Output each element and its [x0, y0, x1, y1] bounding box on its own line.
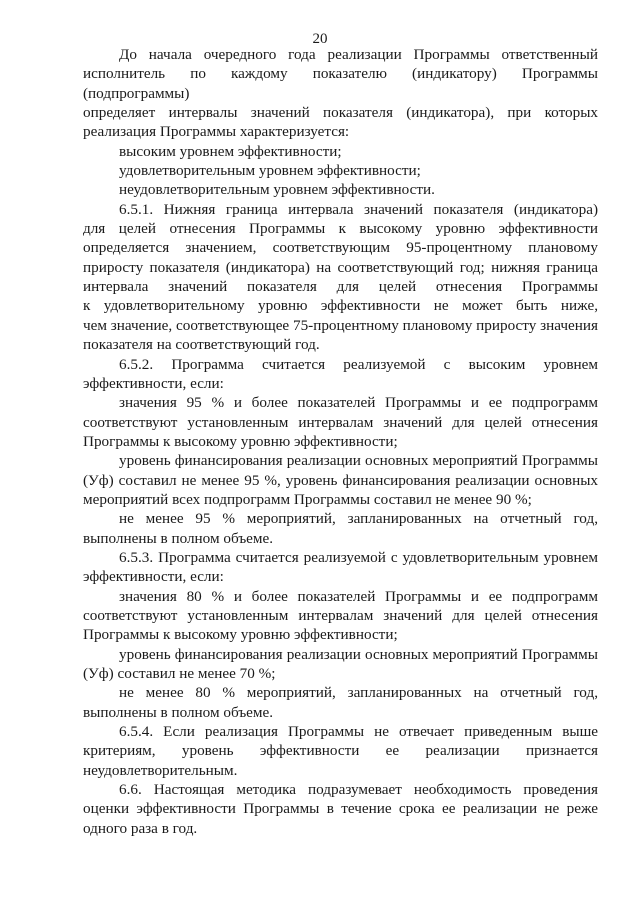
paragraph-clause-6-5-3-c-line-1: не менее 80 % мероприятий, запланированных на отчетный год, [119, 684, 598, 702]
paragraph-clause-6-5-1-line-5: интервала значений показателя для целей отнесения Программы [83, 278, 598, 296]
paragraph-clause-6-5-1-line-4: приросту показателя (индикатора) на соответствующий год; нижняя граница [83, 258, 598, 276]
paragraph-clause-6-5-1-line-2: для целей отнесения Программы к высокому уровню эффективности [83, 220, 598, 238]
paragraph-clause-6-5-2-line-1: 6.5.2. Программа считается реализуемой с высоким уровнем [119, 355, 598, 373]
paragraph-clause-6-5-1-line-3: определяется значением, соответствующим 95-процентному плановому [83, 239, 598, 257]
paragraph-clause-6-5-2-a-line-1: значения 95 % и более показателей Программы и ее подпрограмм [119, 394, 598, 412]
paragraph-clause-6-5-1-line-6: к удовлетворительному уровню эффективности не может быть ниже, [83, 297, 598, 315]
paragraph-clause-6-5-2-line-2: эффективности, если: [83, 374, 224, 392]
paragraph-clause-6-5-2-c-line-1: не менее 95 % мероприятий, запланированных на отчетный год, [119, 510, 598, 528]
paragraph-clause-6-5-3-a-line-2: соответствуют установленным интервалам значений для целей отнесения [83, 606, 598, 624]
paragraph-clause-6-5-4-line-2: критериям, уровень эффективности ее реализации признается [83, 742, 598, 760]
paragraph-clause-6-5-2-a-line-3: Программы к высокому уровню эффективности; [83, 432, 398, 450]
paragraph-clause-6-5-1-line-7: чем значение, соответствующее 75-процентному плановому приросту значения [83, 316, 599, 334]
paragraph-intro-line-1: До начала очередного года реализации Программы ответственный [119, 46, 598, 63]
paragraph-clause-6-5-2-b-line-3: мероприятий всех подпрограмм Программы составил не менее 90 %; [83, 490, 532, 508]
paragraph-level-high-line-1: высоким уровнем эффективности; [119, 142, 342, 160]
paragraph-intro-line-2: исполнитель по каждому показателю (индикатору) Программы (подпрограммы) [83, 65, 598, 102]
paragraph-clause-6-5-3-line-1: 6.5.3. Программа считается реализуемой с удовлетворительным уровнем [119, 548, 598, 566]
paragraph-clause-6-5-4-line-1: 6.5.4. Если реализация Программы не отвечает приведенным выше [119, 723, 598, 741]
paragraph-clause-6-5-2-a-line-2: соответствуют установленным интервалам значений для целей отнесения [83, 413, 598, 431]
page-number: 20 [312, 31, 328, 47]
paragraph-clause-6-5-3-a-line-1: значения 80 % и более показателей Программы и ее подпрограмм [119, 587, 598, 605]
paragraph-clause-6-5-1-line-8: показателя на соответствующий год. [83, 336, 320, 354]
paragraph-level-satisfactory-line-1: удовлетворительным уровнем эффективности; [119, 162, 421, 180]
paragraph-clause-6-5-3-b-line-2: (Уф) составил не менее 70 %; [83, 665, 276, 682]
paragraph-intro-line-4: реализация Программы характеризуется: [83, 123, 350, 141]
paragraph-clause-6-5-2-c-line-2: выполнены в полном объеме. [83, 529, 274, 547]
paragraph-clause-6-6-line-1: 6.6. Настоящая методика подразумевает необходимость проведения [119, 781, 598, 799]
paragraph-clause-6-5-2-b-line-1: уровень финансирования реализации основных мероприятий Программы [119, 452, 598, 470]
document-body [83, 45, 598, 838]
paragraph-clause-6-5-3-b-line-1: уровень финансирования реализации основных мероприятий Программы [119, 645, 598, 663]
paragraph-clause-6-6-line-3: одного раза в год. [83, 819, 198, 837]
paragraph-clause-6-5-1-line-1: 6.5.1. Нижняя граница интервала значений показателя (индикатора) [119, 200, 598, 218]
paragraph-intro-line-3: определяет интервалы значений показателя (индикатора), при которых [83, 104, 598, 122]
paragraph-clause-6-5-3-line-2: эффективности, если: [83, 568, 224, 586]
paragraph-clause-6-5-3-a-line-3: Программы к высокому уровню эффективности; [83, 626, 398, 644]
paragraph-clause-6-5-3-c-line-2: выполнены в полном объеме. [83, 703, 274, 721]
paragraph-clause-6-5-4-line-3: неудовлетворительным. [83, 761, 238, 779]
paragraph-level-unsatisfactory-line-1: неудовлетворительным уровнем эффективности. [119, 181, 435, 199]
paragraph-clause-6-6-line-2: оценки эффективности Программы в течение срока ее реализации не реже [83, 800, 598, 818]
paragraph-clause-6-5-2-b-line-2: (Уф) составил не менее 95 %, уровень финансирования реализации основных [83, 471, 598, 489]
